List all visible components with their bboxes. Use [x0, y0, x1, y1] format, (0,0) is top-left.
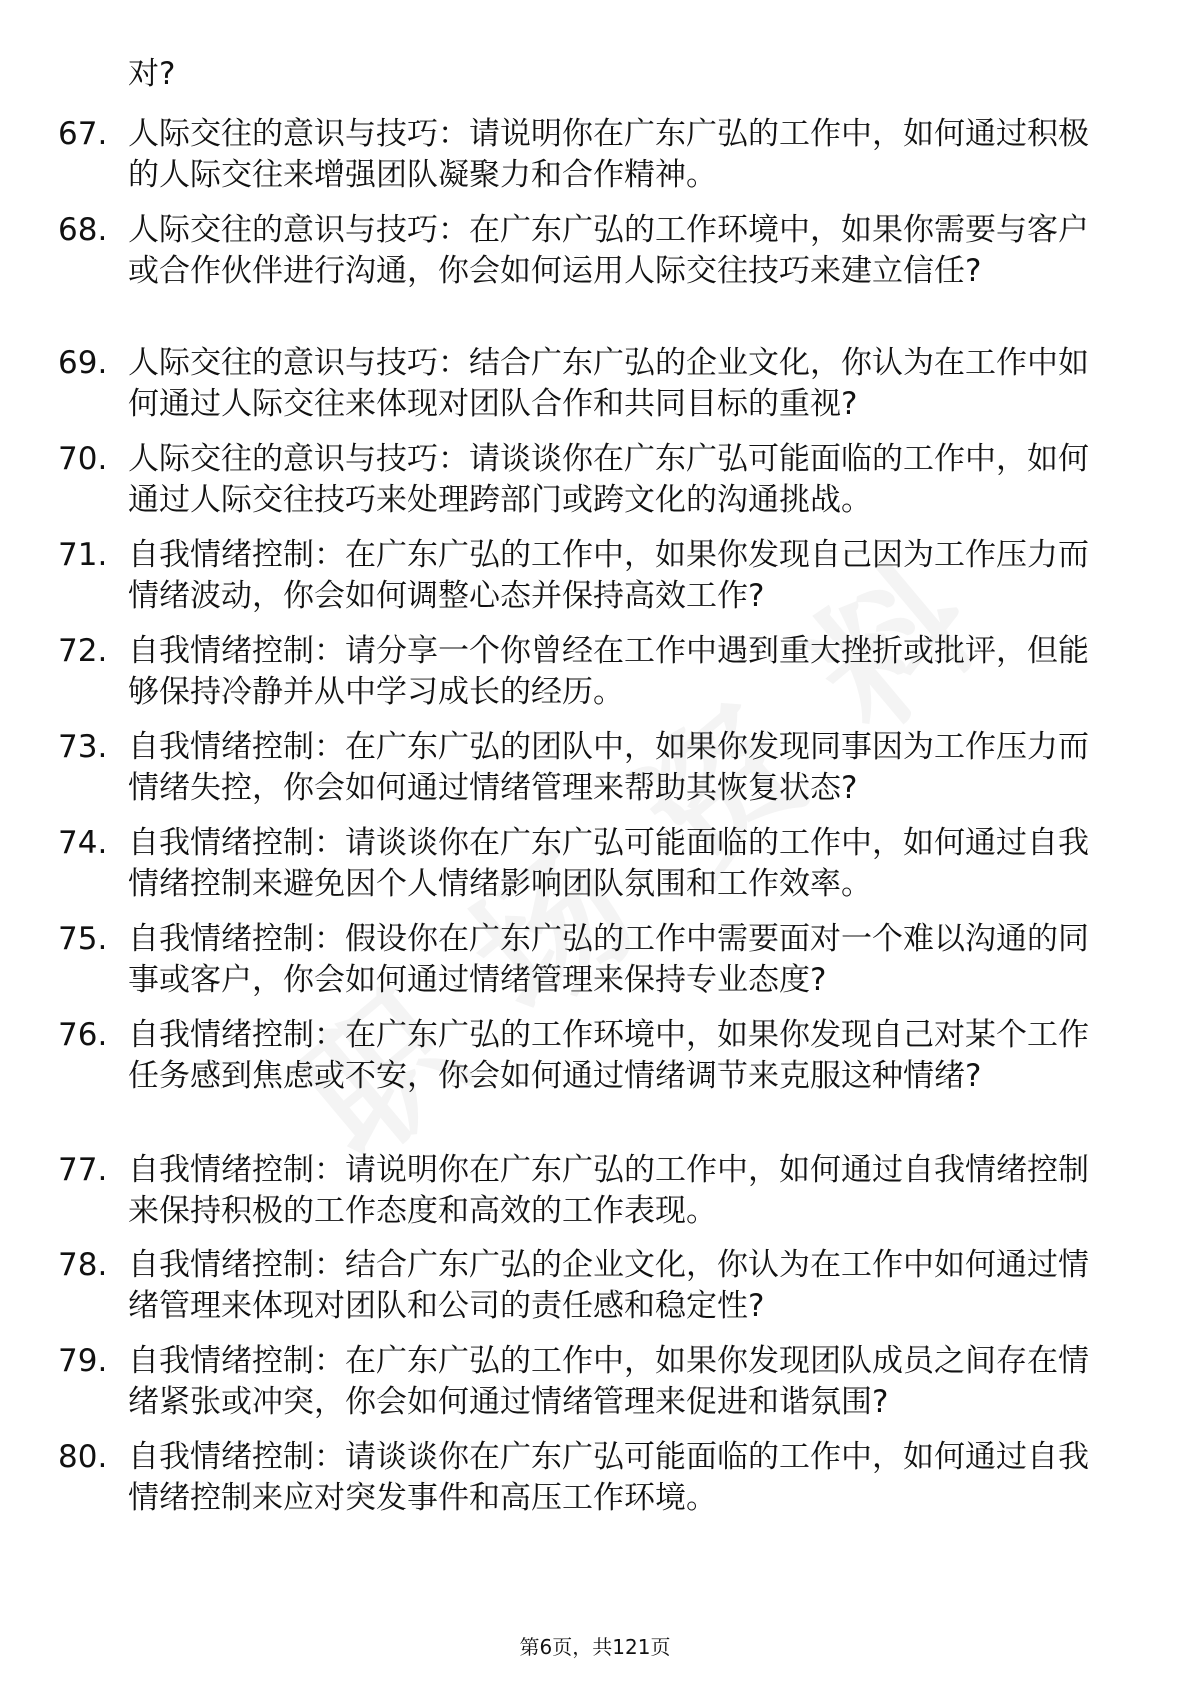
question-text: 自我情绪控制：请说明你在广东广弘的工作中，如何通过自我情绪控制来保持积极的工作态度和高效的工作表现。 [128, 1152, 1089, 1229]
question-number: 80. [58, 1439, 108, 1475]
question-number: 76. [58, 1017, 108, 1053]
question-number: 70. [58, 441, 108, 477]
question-number: 79. [58, 1343, 108, 1379]
question-number: 75. [58, 921, 108, 957]
question-number: 78. [58, 1247, 108, 1283]
page-footer: 第6页，共121页 [519, 1635, 671, 1659]
question-text: 自我情绪控制：请谈谈你在广东广弘可能面临的工作中，如何通过自我情绪控制来应对突发事件和高压工作环境。 [128, 1439, 1089, 1516]
question-text: 自我情绪控制：请分享一个你曾经在工作中遇到重大挫折或批评，但能够保持冷静并从中学习成长的经历。 [128, 633, 1089, 710]
question-text: 自我情绪控制：在广东广弘的工作中，如果你发现团队成员之间存在情绪紧张或冲突，你会如何通过情绪管理来促进和谐氛围? [128, 1343, 1089, 1420]
question-text: 自我情绪控制：结合广东广弘的企业文化，你认为在工作中如何通过情绪管理来体现对团队和公司的责任感和稳定性? [128, 1247, 1089, 1324]
question-text: 人际交往的意识与技巧：在广东广弘的工作环境中，如果你需要与客户或合作伙伴进行沟通，你会如何运用人际交往技巧来建立信任? [128, 212, 1089, 289]
question-number: 67. [58, 116, 108, 152]
question-text: 人际交往的意识与技巧：请说明你在广东广弘的工作中，如何通过积极的人际交往来增强团队凝聚力和合作精神。 [128, 116, 1089, 193]
question-text: 自我情绪控制：在广东广弘的团队中，如果你发现同事因为工作压力而情绪失控，你会如何通过情绪管理来帮助其恢复状态? [128, 729, 1089, 806]
question-number: 69. [58, 345, 108, 381]
question-text: 人际交往的意识与技巧：请谈谈你在广东广弘可能面临的工作中，如何通过人际交往技巧来处理跨部门或跨文化的沟通挑战。 [128, 441, 1089, 518]
question-number: 74. [58, 825, 108, 861]
question-text: 自我情绪控制：假设你在广东广弘的工作中需要面对一个难以沟通的同事或客户，你会如何通过情绪管理来保持专业态度? [128, 921, 1089, 998]
question-number: 77. [58, 1152, 108, 1188]
question-number: 73. [58, 729, 108, 765]
question-text: 自我情绪控制：在广东广弘的工作中，如果你发现自己因为工作压力而情绪波动，你会如何调整心态并保持高效工作? [128, 537, 1089, 614]
question-number: 72. [58, 633, 108, 669]
question-number: 71. [58, 537, 108, 573]
question-text: 自我情绪控制：请谈谈你在广东广弘可能面临的工作中，如何通过自我情绪控制来避免因个人情绪影响团队氛围和工作效率。 [128, 825, 1089, 902]
question-text: 人际交往的意识与技巧：结合广东广弘的企业文化，你认为在工作中如何通过人际交往来体现对团队合作和共同目标的重视? [128, 345, 1089, 422]
question-number: 68. [58, 212, 108, 248]
question-text: 自我情绪控制：在广东广弘的工作环境中，如果你发现自己对某个工作任务感到焦虑或不安，你会如何通过情绪调节来克服这种情绪? [128, 1017, 1089, 1094]
continuation-text: 对? [128, 56, 176, 92]
